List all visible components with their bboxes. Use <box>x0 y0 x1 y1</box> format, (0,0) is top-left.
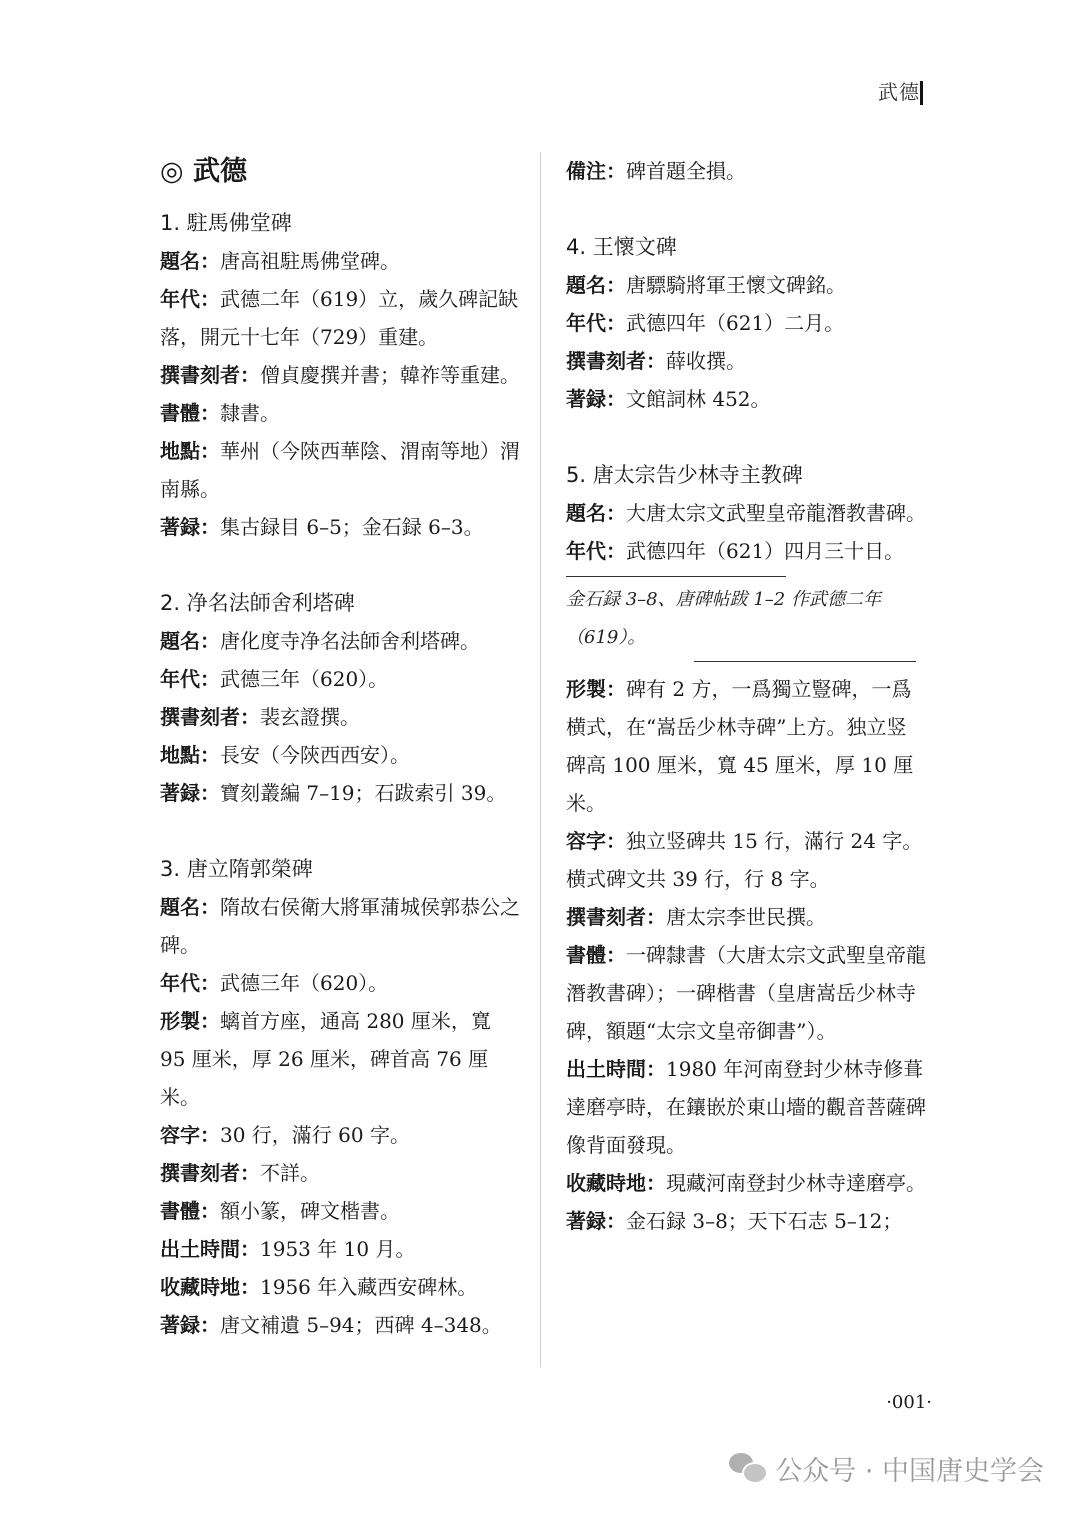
field-value: 大唐太宗文武聖皇帝龍潛教書碑。 <box>626 501 926 525</box>
field-label: 著録： <box>160 781 220 805</box>
field <box>566 266 926 304</box>
field-value: 武德二年（619）立，歲久碑記缺落，開元十七年（729）重建。 <box>160 287 519 349</box>
field-value: 唐高祖駐馬佛堂碑。 <box>220 249 400 273</box>
entry-title: 2. 净名法師舍利塔碑 <box>160 591 355 615</box>
field-label: 年代： <box>160 971 220 995</box>
entry-1 <box>160 204 520 546</box>
field-value: 隋故右侯衛大將軍蒲城侯郭恭公之碑。 <box>160 895 520 957</box>
field-value: 独立竖碑共 15 行，滿行 24 字。横式碑文共 39 行，行 8 字。 <box>566 829 923 891</box>
watermark-text: 公众号 · 中国唐史学会 <box>775 1455 1044 1487</box>
field <box>160 1192 520 1230</box>
field <box>566 494 926 532</box>
field-value: 1956 年入藏西安碑林。 <box>260 1275 478 1299</box>
field-value: 裴玄證撰。 <box>260 705 360 729</box>
footnote: 金石録 3–8、唐碑帖跋 1–2 作武德二年（619）。 <box>566 589 881 648</box>
field-value: 僧貞慶撰并書；韓祚等重建。 <box>260 363 520 387</box>
field-label: 題名： <box>566 273 626 297</box>
header-bar <box>920 81 923 105</box>
field-value: 長安（今陝西西安）。 <box>220 743 410 767</box>
field-label: 撰書刻者： <box>160 705 260 729</box>
field-value: 武德三年（620）。 <box>220 667 389 691</box>
field-label: 題名： <box>160 249 220 273</box>
field-value: 唐文補遺 5–94；西碑 4–348。 <box>220 1313 502 1337</box>
field-value: 一碑隸書（大唐太宗文武聖皇帝龍潛教書碑）；一碑楷書（皇唐嵩岳少林寺碑，額題“太宗文皇帝御書”）。 <box>566 943 926 1043</box>
field <box>160 1002 520 1116</box>
field-value: 碑有 2 方，一爲獨立豎碑，一爲横式，在“嵩岳少林寺碑”上方。独立竖碑高 100 厘米，寬 45 厘米，厚 10 厘米。 <box>566 677 914 815</box>
field-label: 收藏時地： <box>566 1171 666 1195</box>
field <box>160 394 520 432</box>
field-value: 碑首題全損。 <box>626 159 746 183</box>
field-label: 撰書刻者： <box>160 1161 260 1185</box>
field-value: 集古録目 6–5；金石録 6–3。 <box>220 515 484 539</box>
page-number: ·001· <box>886 1392 932 1413</box>
field <box>566 936 926 1050</box>
field <box>160 242 520 280</box>
field-value: 文館詞林 452。 <box>626 387 771 411</box>
field <box>160 736 520 774</box>
entry-2 <box>160 584 520 812</box>
field <box>160 964 520 1002</box>
field-value: 武德三年（620）。 <box>220 971 389 995</box>
field-label: 地點： <box>160 743 220 767</box>
field-label: 著録： <box>566 387 626 411</box>
field-label: 書體： <box>160 1199 220 1223</box>
field-label: 題名： <box>160 895 220 919</box>
field-label: 形製： <box>566 677 626 701</box>
field-value: 唐太宗李世民撰。 <box>666 905 826 929</box>
field <box>566 342 926 380</box>
field-label: 地點： <box>160 439 220 463</box>
field-label: 書體： <box>566 943 626 967</box>
field <box>160 1306 520 1344</box>
field-label: 書體： <box>160 401 220 425</box>
entry-5 <box>566 456 926 1240</box>
field-label: 形製： <box>160 1009 220 1033</box>
entry-title: 1. 駐馬佛堂碑 <box>160 211 292 235</box>
field-value: 1980 年河南登封少林寺修葺達磨亭時，在鑲嵌於東山墻的觀音菩薩碑像背面發現。 <box>566 1057 926 1157</box>
entry-3 <box>160 850 520 1344</box>
field-value: 武德四年（621）二月。 <box>626 311 845 335</box>
entry-title: 5. 唐太宗告少林寺主教碑 <box>566 463 803 487</box>
field <box>160 280 520 356</box>
watermark <box>729 1446 1044 1490</box>
running-header: 武德 <box>878 80 920 104</box>
left-column <box>160 148 520 1344</box>
field-label: 撰書刻者： <box>566 905 666 929</box>
field <box>160 432 520 508</box>
field-label: 題名： <box>160 629 220 653</box>
field-label: 著録： <box>566 1209 626 1233</box>
field-value: 薛收撰。 <box>666 349 746 373</box>
field-value: 寶刻叢編 7–19；石跋索引 39。 <box>220 781 507 805</box>
field-value: 1953 年 10 月。 <box>260 1237 416 1261</box>
field-label: 撰書刻者： <box>566 349 666 373</box>
field-label: 著録： <box>160 515 220 539</box>
entry-title: 3. 唐立隋郭榮碑 <box>160 857 313 881</box>
field <box>160 888 520 964</box>
field <box>566 532 926 570</box>
column-divider <box>540 152 541 1367</box>
field-label: 收藏時地： <box>160 1275 260 1299</box>
field-value: 唐化度寺净名法師舍利塔碑。 <box>220 629 480 653</box>
field-value: 華州（今陝西華陰、渭南等地）渭南縣。 <box>160 439 520 501</box>
field-label: 年代： <box>566 311 626 335</box>
field <box>160 698 520 736</box>
field <box>160 1154 520 1192</box>
field-label: 容字： <box>160 1123 220 1147</box>
field-value: 不詳。 <box>260 1161 320 1185</box>
field-label: 年代： <box>160 667 220 691</box>
field <box>566 1202 926 1240</box>
field <box>160 356 520 394</box>
field <box>566 380 926 418</box>
field-label: 著録： <box>160 1313 220 1337</box>
field-value: 額小篆，碑文楷書。 <box>220 1199 400 1223</box>
field <box>566 1050 926 1164</box>
field-value: 隸書。 <box>220 401 280 425</box>
field-value: 現藏河南登封少林寺達磨亭。 <box>666 1171 926 1195</box>
field-value: 螭首方座，通高 280 厘米，寬 95 厘米，厚 26 厘米，碑首高 76 厘米。 <box>160 1009 491 1109</box>
field <box>160 1268 520 1306</box>
right-column <box>566 152 926 1240</box>
field-label: 年代： <box>566 539 626 563</box>
field <box>160 1116 520 1154</box>
field <box>566 822 926 898</box>
wechat-icon <box>729 1453 765 1483</box>
field-label: 出土時間： <box>160 1237 260 1261</box>
field-value: 30 行，滿行 60 字。 <box>220 1123 410 1147</box>
field <box>160 1230 520 1268</box>
footnote-rule <box>694 661 916 662</box>
field <box>566 304 926 342</box>
field <box>160 622 520 660</box>
field-label: 撰書刻者： <box>160 363 260 387</box>
field-value: 武德四年（621）四月三十日。 <box>626 539 905 563</box>
field-label: 年代： <box>160 287 220 311</box>
field-value: 唐驃騎將軍王懷文碑銘。 <box>626 273 846 297</box>
field <box>566 670 926 822</box>
entry-title: 4. 王懷文碑 <box>566 235 677 259</box>
entry-4 <box>566 228 926 418</box>
field-label: 容字： <box>566 829 626 853</box>
section-title: ◎ 武德 <box>160 156 247 187</box>
field-value: 金石録 3–8；天下石志 5–12； <box>626 1209 903 1233</box>
field <box>160 508 520 546</box>
field <box>160 660 520 698</box>
field-label: 出土時間： <box>566 1057 666 1081</box>
field <box>566 1164 926 1202</box>
field <box>160 774 520 812</box>
field <box>566 898 926 936</box>
field-label: 備注： <box>566 159 626 183</box>
remark-field <box>566 152 926 190</box>
field-label: 題名： <box>566 501 626 525</box>
